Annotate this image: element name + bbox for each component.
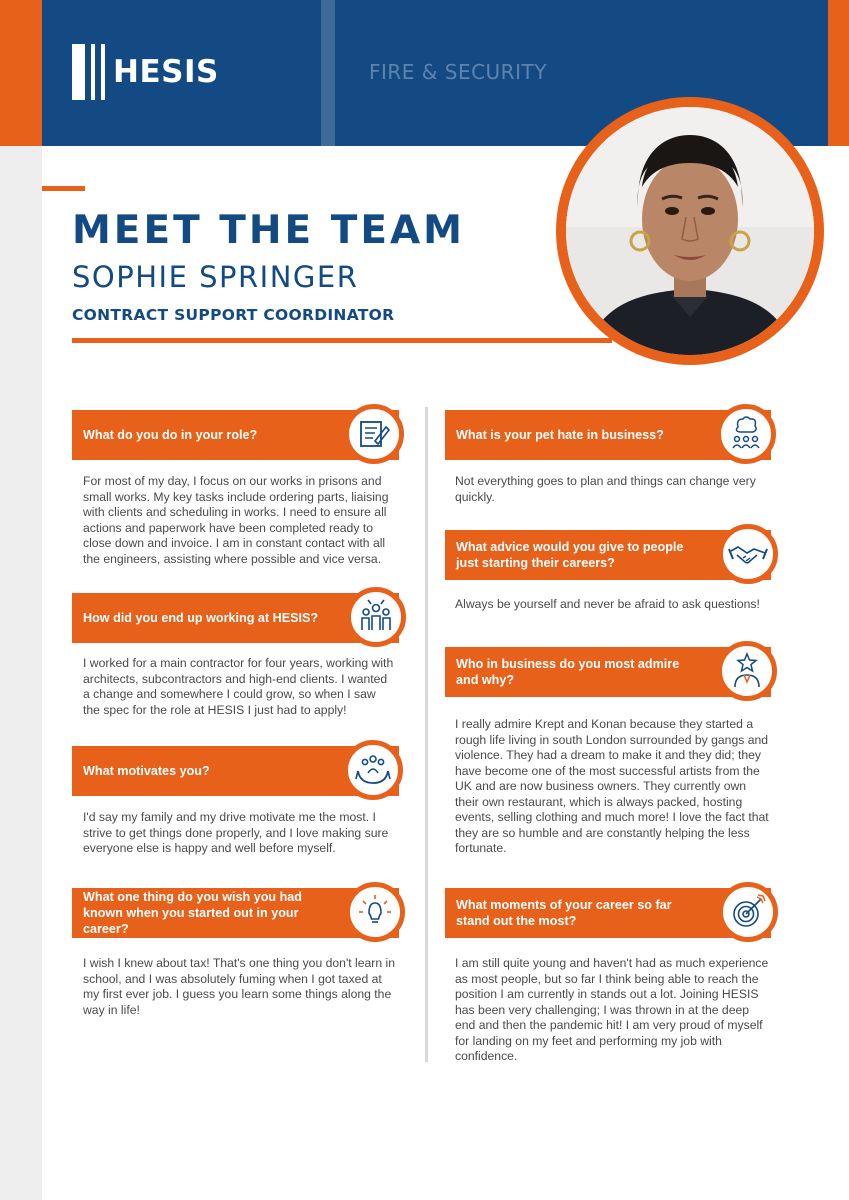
question-text: What moments of your career so far stand out the most? <box>456 898 672 928</box>
profile-photo <box>566 107 814 355</box>
portrait-illustration <box>566 107 814 355</box>
answer-advice: Always be yourself and never be afraid to ask questions! <box>455 597 760 611</box>
tagline: FIRE & SECURITY <box>369 60 547 84</box>
question-text: What do you do in your role? <box>83 428 258 442</box>
team-celebrate-icon <box>346 587 406 647</box>
question-text: What advice would you give to people just starting their careers? <box>456 540 684 570</box>
hands-people-icon <box>343 740 403 800</box>
answer-motivates: I'd say my family and my drive motivate me the most. I strive to get things done properly, and I love making sure everyone else is happy and well before myself. <box>83 810 389 855</box>
title-accent-line <box>42 186 85 191</box>
target-icon <box>718 882 778 942</box>
header-stripe <box>321 0 335 146</box>
answer-pet-hate: Not everything goes to plan and things can change very quickly. <box>455 474 756 504</box>
question-text: Who in business do you most admire and why? <box>456 657 680 687</box>
brainstorm-icon <box>716 404 776 464</box>
question-text: How did you end up working at HESIS? <box>83 611 319 625</box>
handshake-icon <box>718 524 778 584</box>
title-underline <box>72 338 612 343</box>
answer-role: For most of my day, I focus on our works in prisons and small works. My key tasks include ordering parts, liaising with clients and scheduling in works. I need to ensure all actions and paperwork have been completed ready to close down and invoice. I am in constant contact with all the engineers, assisting where possible and vice versa. <box>83 474 389 566</box>
answer-hesis: I worked for a main contractor for four years, working with architects, subcontractors and high-end clients. I wanted a change and somewhere I could grow, so when I saw the spec for the role at HESIS I just had to apply! <box>83 656 394 717</box>
question-text: What is your pet hate in business? <box>456 428 664 442</box>
answer-admire: I really admire Krept and Konan because they started a rough life living in south London surrounded by gangs and violence. They had a dream to make it and they did; they have become one of the most successful artists from the UK and are now business owners. They currently own their own restaurant, which is always packed, hosting events, selling clothing and much more! I love the fact that they are so humble and are constantly helping the less fortunate. <box>455 717 769 855</box>
answer-wish: I wish I knew about tax! That's one thing you don't learn in school, and I was absolutely fuming when I got taxed at my first ever job. I guess you learn some things along the way in life! <box>83 956 396 1017</box>
logo-text: HESIS <box>113 54 219 90</box>
answer-moments: I am still quite young and haven't had as much experience as most people, but so far I think being able to reach the position I am currently in stands out a lot. Joining HESIS has been very challenging; I was thrown in at the deep end and then the pandemic hit! I am very proud of myself for landing on my feet and performing my job with confidence. <box>455 956 769 1063</box>
lightbulb-icon <box>345 882 405 942</box>
profile-photo-frame <box>556 97 824 365</box>
star-person-icon <box>717 641 777 701</box>
header-orange-band-left <box>0 0 42 146</box>
notepad-pencil-icon <box>344 404 404 464</box>
logo-bars-icon <box>72 44 105 100</box>
employee-role: CONTRACT SUPPORT COORDINATOR <box>72 306 395 324</box>
left-margin-strip <box>0 146 42 1200</box>
hesis-logo <box>72 44 219 100</box>
header-orange-band-right <box>828 0 849 146</box>
page-title: MEET THE TEAM <box>72 208 465 253</box>
column-divider <box>425 407 428 1062</box>
question-text: What motivates you? <box>83 764 210 778</box>
employee-name: SOPHIE SPRINGER <box>72 260 359 294</box>
question-text: What one thing do you wish you had known when you started out in your career? <box>83 890 302 936</box>
